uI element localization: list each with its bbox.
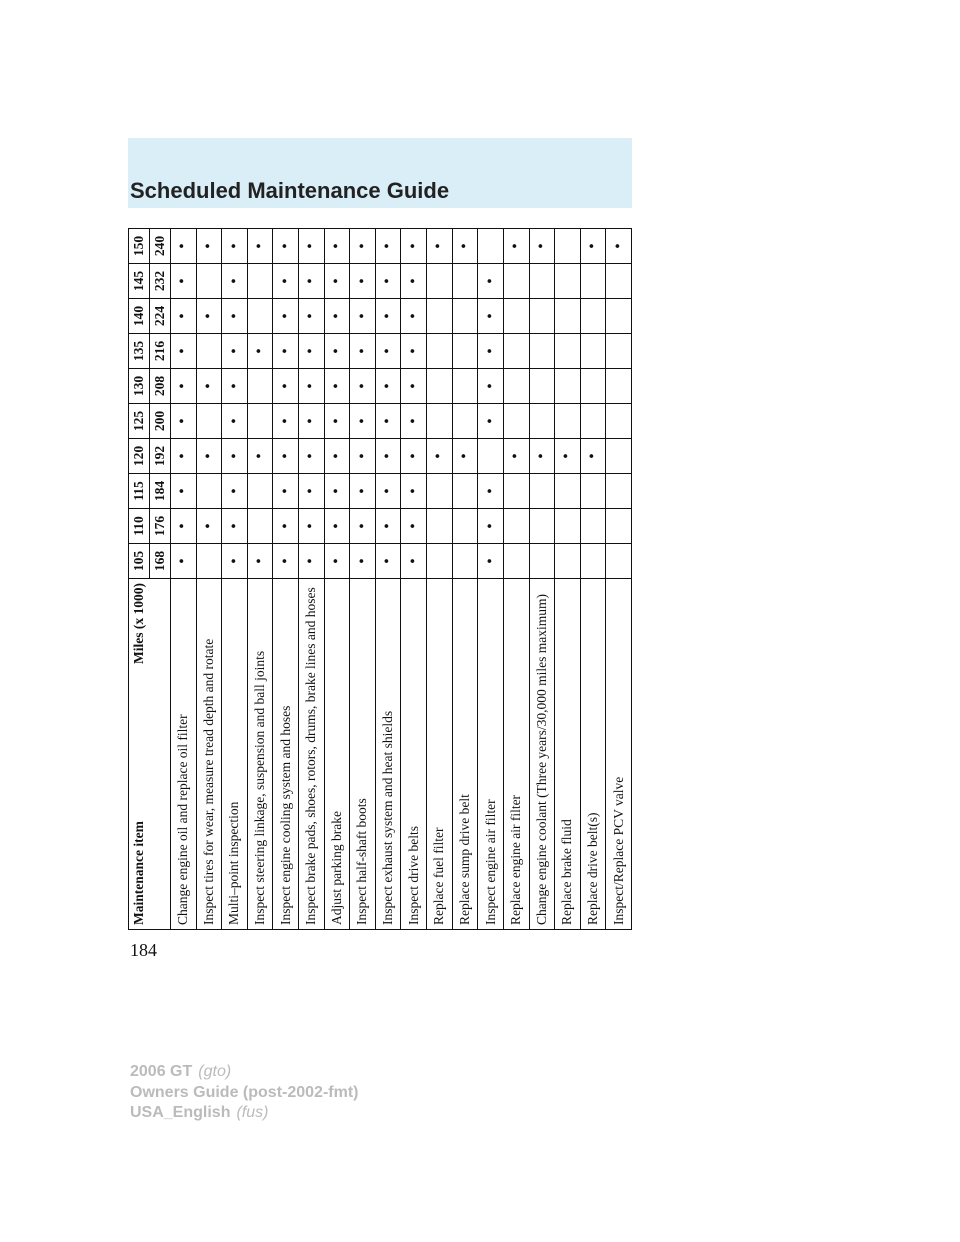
table-row xyxy=(478,229,504,930)
maintenance-task-label: Inspect half-shaft boots xyxy=(350,579,376,930)
table-row xyxy=(555,229,581,930)
service-dot: • xyxy=(452,439,478,474)
service-dot: • xyxy=(580,439,606,474)
service-dot: • xyxy=(350,299,376,334)
service-dot: • xyxy=(171,474,197,509)
km-col-header: 232 xyxy=(150,264,171,299)
table-row xyxy=(222,229,248,930)
maintenance-task-label: Change engine coolant (Three years/30,000 miles maximum) xyxy=(529,579,555,930)
service-dot: • xyxy=(324,369,350,404)
maintenance-task-label: Inspect drive belts xyxy=(401,579,427,930)
miles-col-header: 120 xyxy=(129,439,150,474)
service-dot: • xyxy=(273,404,299,439)
empty-cell xyxy=(555,474,581,509)
empty-cell xyxy=(606,509,632,544)
service-dot: • xyxy=(222,404,248,439)
empty-cell xyxy=(529,264,555,299)
service-dot: • xyxy=(171,404,197,439)
service-dot: • xyxy=(299,439,325,474)
service-dot: • xyxy=(478,474,504,509)
empty-cell xyxy=(196,544,222,579)
empty-cell xyxy=(452,334,478,369)
empty-cell xyxy=(452,369,478,404)
empty-cell xyxy=(503,334,529,369)
service-dot: • xyxy=(171,544,197,579)
empty-cell xyxy=(247,404,273,439)
service-dot: • xyxy=(247,544,273,579)
miles-col-header: 115 xyxy=(129,474,150,509)
service-dot: • xyxy=(324,264,350,299)
footer-locale: USA_English xyxy=(130,1104,231,1121)
service-dot: • xyxy=(427,439,453,474)
km-col-header: 216 xyxy=(150,334,171,369)
service-dot: • xyxy=(222,229,248,264)
empty-cell xyxy=(580,264,606,299)
empty-cell xyxy=(503,509,529,544)
service-dot: • xyxy=(375,229,401,264)
km-col-header: 192 xyxy=(150,439,171,474)
empty-cell xyxy=(427,544,453,579)
rotated-table-container xyxy=(128,228,632,930)
empty-cell xyxy=(555,404,581,439)
empty-cell xyxy=(427,404,453,439)
empty-cell xyxy=(196,404,222,439)
table-row xyxy=(580,229,606,930)
service-dot: • xyxy=(375,369,401,404)
service-dot: • xyxy=(529,439,555,474)
service-dot: • xyxy=(375,299,401,334)
service-dot: • xyxy=(171,299,197,334)
service-dot: • xyxy=(222,544,248,579)
service-dot: • xyxy=(171,369,197,404)
empty-cell xyxy=(503,404,529,439)
km-col-header: 168 xyxy=(150,544,171,579)
service-dot: • xyxy=(503,439,529,474)
empty-cell xyxy=(503,299,529,334)
service-dot: • xyxy=(401,439,427,474)
miles-col-header: 150 xyxy=(129,229,150,264)
service-dot: • xyxy=(273,474,299,509)
table-row xyxy=(196,229,222,930)
footer-line-1 xyxy=(130,1063,231,1081)
maintenance-item-header xyxy=(129,579,171,930)
service-dot: • xyxy=(299,544,325,579)
empty-cell xyxy=(606,474,632,509)
maintenance-task-label: Replace engine air filter xyxy=(503,579,529,930)
empty-cell xyxy=(555,229,581,264)
service-dot: • xyxy=(222,439,248,474)
miles-col-header: 135 xyxy=(129,334,150,369)
maintenance-task-label: Replace drive belt(s) xyxy=(580,579,606,930)
service-dot: • xyxy=(401,404,427,439)
empty-cell xyxy=(452,474,478,509)
empty-cell xyxy=(427,334,453,369)
empty-cell xyxy=(606,439,632,474)
empty-cell xyxy=(478,229,504,264)
service-dot: • xyxy=(299,299,325,334)
empty-cell xyxy=(555,544,581,579)
service-dot: • xyxy=(299,369,325,404)
service-dot: • xyxy=(580,229,606,264)
maintenance-task-label: Inspect engine cooling system and hoses xyxy=(273,579,299,930)
empty-cell xyxy=(555,509,581,544)
service-dot: • xyxy=(171,509,197,544)
service-dot: • xyxy=(273,369,299,404)
empty-cell xyxy=(503,474,529,509)
service-dot: • xyxy=(401,229,427,264)
service-dot: • xyxy=(452,229,478,264)
empty-cell xyxy=(580,369,606,404)
service-dot: • xyxy=(324,544,350,579)
miles-col-header: 140 xyxy=(129,299,150,334)
table-row xyxy=(427,229,453,930)
miles-col-header: 130 xyxy=(129,369,150,404)
service-dot: • xyxy=(503,229,529,264)
empty-cell xyxy=(555,299,581,334)
empty-cell xyxy=(529,404,555,439)
empty-cell xyxy=(555,264,581,299)
service-dot: • xyxy=(375,439,401,474)
miles-header-label: Miles (x 1000) xyxy=(131,583,146,664)
maintenance-task-label: Inspect brake pads, shoes, rotors, drums, brake lines and hoses xyxy=(299,579,325,930)
maintenance-task-label: Replace brake fluid xyxy=(555,579,581,930)
service-dot: • xyxy=(478,544,504,579)
empty-cell xyxy=(427,509,453,544)
service-dot: • xyxy=(478,369,504,404)
miles-col-header: 105 xyxy=(129,544,150,579)
empty-cell xyxy=(452,299,478,334)
service-dot: • xyxy=(273,229,299,264)
empty-cell xyxy=(580,474,606,509)
empty-cell xyxy=(529,299,555,334)
service-dot: • xyxy=(401,509,427,544)
empty-cell xyxy=(247,299,273,334)
service-dot: • xyxy=(222,509,248,544)
maintenance-task-label: Adjust parking brake xyxy=(324,579,350,930)
empty-cell xyxy=(196,474,222,509)
service-dot: • xyxy=(350,509,376,544)
service-dot: • xyxy=(350,229,376,264)
maintenance-task-label: Inspect steering linkage, suspension and ball joints xyxy=(247,579,273,930)
service-dot: • xyxy=(196,439,222,474)
empty-cell xyxy=(452,264,478,299)
service-dot: • xyxy=(529,229,555,264)
service-dot: • xyxy=(375,404,401,439)
service-dot: • xyxy=(350,404,376,439)
service-dot: • xyxy=(196,299,222,334)
service-dot: • xyxy=(222,334,248,369)
service-dot: • xyxy=(401,474,427,509)
service-dot: • xyxy=(555,439,581,474)
km-col-header: 184 xyxy=(150,474,171,509)
service-dot: • xyxy=(273,544,299,579)
service-dot: • xyxy=(324,439,350,474)
empty-cell xyxy=(606,264,632,299)
empty-cell xyxy=(247,264,273,299)
service-dot: • xyxy=(299,509,325,544)
maintenance-task-label: Inspect engine air filter xyxy=(478,579,504,930)
service-dot: • xyxy=(375,334,401,369)
maintenance-task-label: Inspect exhaust system and heat shields xyxy=(375,579,401,930)
empty-cell xyxy=(452,544,478,579)
service-dot: • xyxy=(375,264,401,299)
service-dot: • xyxy=(222,299,248,334)
empty-cell xyxy=(247,509,273,544)
footer-line-3 xyxy=(130,1104,268,1122)
empty-cell xyxy=(606,299,632,334)
footer-guide: Owners Guide (post-2002-fmt) xyxy=(130,1084,359,1101)
table-row xyxy=(273,229,299,930)
service-dot: • xyxy=(273,439,299,474)
service-dot: • xyxy=(273,334,299,369)
service-dot: • xyxy=(375,544,401,579)
service-dot: • xyxy=(171,264,197,299)
empty-cell xyxy=(580,404,606,439)
page-title: Scheduled Maintenance Guide xyxy=(130,178,450,203)
service-dot: • xyxy=(478,264,504,299)
maintenance-task-label: Replace sump drive belt xyxy=(452,579,478,930)
table-row xyxy=(247,229,273,930)
miles-col-header: 125 xyxy=(129,404,150,439)
empty-cell xyxy=(503,369,529,404)
table-row xyxy=(171,229,197,930)
empty-cell xyxy=(452,404,478,439)
service-dot: • xyxy=(478,334,504,369)
service-dot: • xyxy=(401,334,427,369)
empty-cell xyxy=(427,264,453,299)
miles-col-header: 145 xyxy=(129,264,150,299)
maintenance-table xyxy=(128,228,632,930)
table-row xyxy=(606,229,632,930)
empty-cell xyxy=(529,474,555,509)
service-dot: • xyxy=(478,404,504,439)
service-dot: • xyxy=(222,264,248,299)
footer-line-2 xyxy=(130,1084,358,1102)
empty-cell xyxy=(606,334,632,369)
service-dot: • xyxy=(273,264,299,299)
service-dot: • xyxy=(606,229,632,264)
empty-cell xyxy=(503,264,529,299)
service-dot: • xyxy=(196,229,222,264)
table-row xyxy=(375,229,401,930)
maintenance-task-label: Inspect/Replace PCV valve xyxy=(606,579,632,930)
empty-cell xyxy=(529,509,555,544)
maintenance-table-body xyxy=(171,229,632,930)
service-dot: • xyxy=(324,509,350,544)
empty-cell xyxy=(529,544,555,579)
empty-cell xyxy=(196,264,222,299)
empty-cell xyxy=(196,334,222,369)
service-dot: • xyxy=(171,229,197,264)
km-col-header: 200 xyxy=(150,404,171,439)
footer-model: 2006 GT xyxy=(130,1063,193,1080)
empty-cell xyxy=(555,369,581,404)
service-dot: • xyxy=(324,474,350,509)
service-dot: • xyxy=(401,264,427,299)
maintenance-item-header-label: Maintenance item xyxy=(131,821,146,925)
table-row xyxy=(503,229,529,930)
maintenance-task-label: Multi–point inspection xyxy=(222,579,248,930)
service-dot: • xyxy=(350,544,376,579)
service-dot: • xyxy=(350,439,376,474)
service-dot: • xyxy=(324,299,350,334)
km-col-header: 240 xyxy=(150,229,171,264)
service-dot: • xyxy=(324,334,350,369)
maintenance-task-label: Change engine oil and replace oil filter xyxy=(171,579,197,930)
empty-cell xyxy=(247,474,273,509)
miles-header-row xyxy=(129,229,150,930)
service-dot: • xyxy=(401,299,427,334)
empty-cell xyxy=(529,334,555,369)
empty-cell xyxy=(580,509,606,544)
maintenance-task-label: Inspect tires for wear, measure tread depth and rotate xyxy=(196,579,222,930)
service-dot: • xyxy=(350,474,376,509)
empty-cell xyxy=(427,474,453,509)
service-dot: • xyxy=(478,299,504,334)
empty-cell xyxy=(606,404,632,439)
empty-cell xyxy=(452,509,478,544)
empty-cell xyxy=(247,369,273,404)
service-dot: • xyxy=(222,369,248,404)
service-dot: • xyxy=(171,334,197,369)
service-dot: • xyxy=(324,404,350,439)
service-dot: • xyxy=(196,509,222,544)
table-row xyxy=(529,229,555,930)
maintenance-task-label: Replace fuel filter xyxy=(427,579,453,930)
empty-cell xyxy=(580,299,606,334)
service-dot: • xyxy=(401,544,427,579)
service-dot: • xyxy=(375,474,401,509)
service-dot: • xyxy=(350,264,376,299)
service-dot: • xyxy=(350,334,376,369)
service-dot: • xyxy=(299,334,325,369)
service-dot: • xyxy=(478,509,504,544)
service-dot: • xyxy=(222,474,248,509)
empty-cell xyxy=(580,334,606,369)
empty-cell xyxy=(427,369,453,404)
miles-col-header: 110 xyxy=(129,509,150,544)
table-row xyxy=(350,229,376,930)
empty-cell xyxy=(555,334,581,369)
empty-cell xyxy=(529,369,555,404)
service-dot: • xyxy=(299,229,325,264)
service-dot: • xyxy=(247,229,273,264)
table-row xyxy=(452,229,478,930)
service-dot: • xyxy=(196,369,222,404)
service-dot: • xyxy=(427,229,453,264)
km-col-header: 208 xyxy=(150,369,171,404)
table-row xyxy=(299,229,325,930)
maintenance-table-region xyxy=(128,228,632,930)
table-row xyxy=(324,229,350,930)
service-dot: • xyxy=(247,334,273,369)
service-dot: • xyxy=(375,509,401,544)
service-dot: • xyxy=(299,474,325,509)
service-dot: • xyxy=(171,439,197,474)
service-dot: • xyxy=(247,439,273,474)
service-dot: • xyxy=(324,229,350,264)
service-dot: • xyxy=(299,404,325,439)
empty-cell xyxy=(606,369,632,404)
empty-cell xyxy=(606,544,632,579)
service-dot: • xyxy=(299,264,325,299)
empty-cell xyxy=(427,299,453,334)
km-col-header: 176 xyxy=(150,509,171,544)
footer-locale-code: (fus) xyxy=(236,1104,269,1121)
empty-cell xyxy=(478,439,504,474)
footer-model-code: (gto) xyxy=(198,1063,232,1080)
service-dot: • xyxy=(273,299,299,334)
service-dot: • xyxy=(273,509,299,544)
page-number: 184 xyxy=(130,940,157,960)
service-dot: • xyxy=(350,369,376,404)
empty-cell xyxy=(503,544,529,579)
service-dot: • xyxy=(401,369,427,404)
km-col-header: 224 xyxy=(150,299,171,334)
table-row xyxy=(401,229,427,930)
empty-cell xyxy=(580,544,606,579)
